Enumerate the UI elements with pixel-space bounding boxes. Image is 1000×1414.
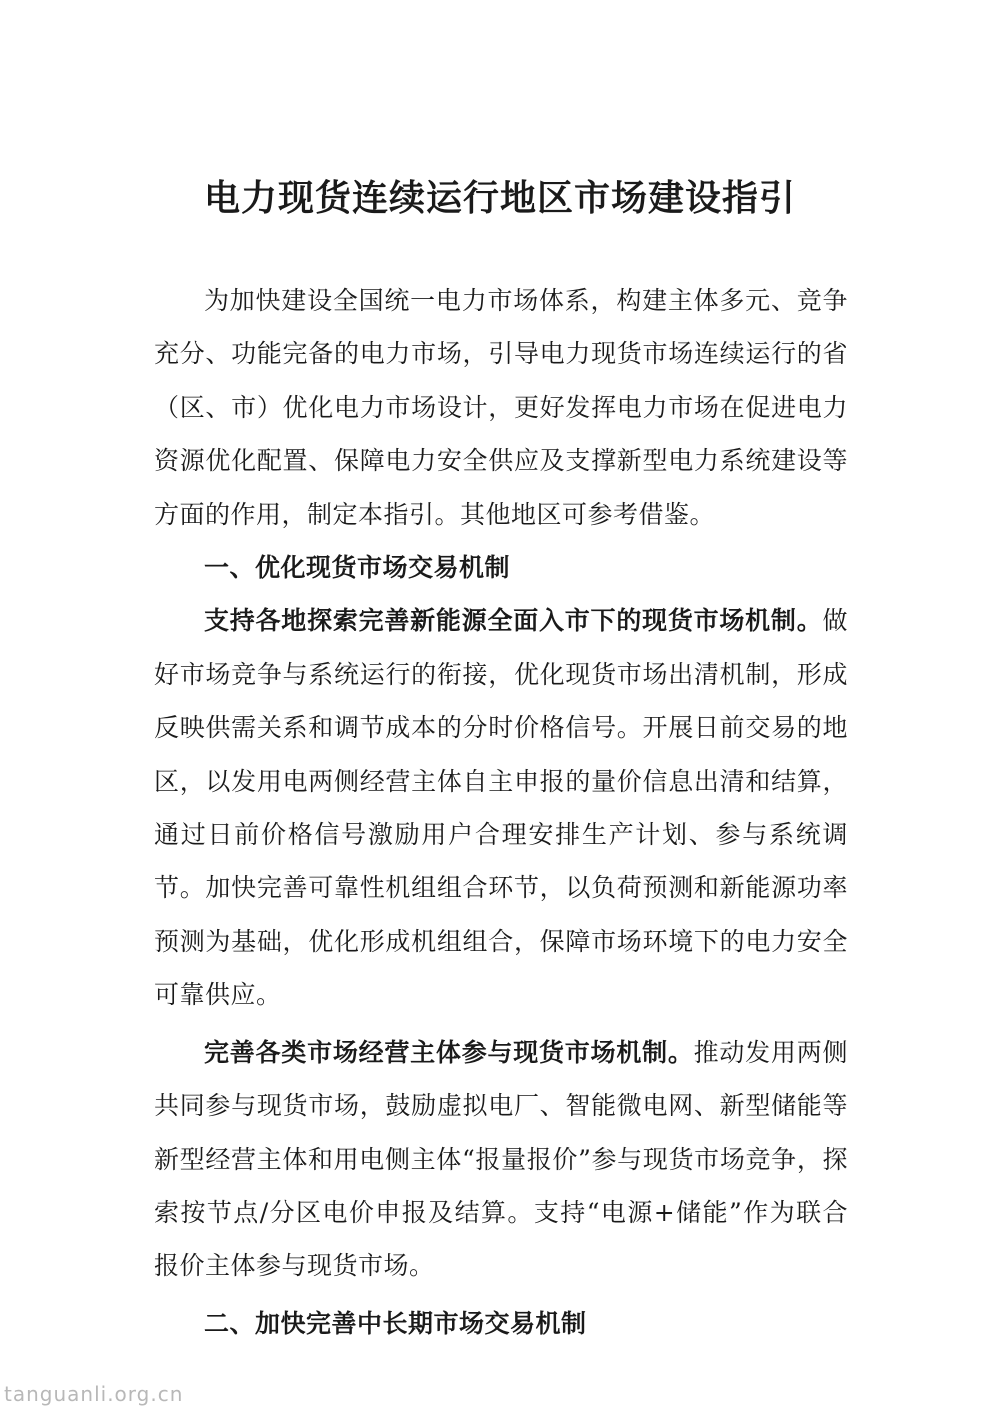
paragraph-lead-text: 支持各地探索完善新能源全面入市下的现货市场机制。 [204, 606, 823, 636]
document-body [154, 274, 848, 1350]
site-watermark: tanguanli.org.cn [4, 1382, 184, 1406]
section1-paragraph-1 [154, 594, 848, 1021]
paragraph-lead-text: 完善各类市场经营主体参与现货市场机制。 [204, 1037, 694, 1067]
section-heading-2: 二、加快完善中长期市场交易机制 [204, 1308, 587, 1338]
section-heading-1: 一、优化现货市场交易机制 [204, 553, 511, 583]
paragraph-body-text: 做好市场竞争与系统运行的衔接，优化现货市场出清机制，形成反映供需关系和调节成本的分时价格信号。开展日前交易的地区，以发用电两侧经营主体自主申报的量价信息出清和结算，通过日前价格信号激励用户合理安排生产计划、参与系统调节。加快完善可靠性机组组合环节，以负荷预测和新能源功率预测为基础，优化形成机组组合，保障市场环境下的电力安全可靠供应。 [154, 606, 848, 1010]
paragraph-body-text: 推动发用两侧共同参与现货市场，鼓励虚拟电厂、智能微电网、新型储能等新型经营主体和用电侧主体“报量报价”参与现货市场竞争，探索按节点/分区电价申报及结算。支持“电源+储能”作为联合报价主体参与现货市场。 [154, 1037, 848, 1281]
intro-paragraph: 为加快建设全国统一电力市场体系，构建主体多元、竞争充分、功能完备的电力市场，引导电力现货市场连续运行的省（区、市）优化电力市场设计，更好发挥电力市场在促进电力资源优化配置、保障电力安全供应及支撑新型电力系统建设等方面的作用，制定本指引。其他地区可参考借鉴。 [154, 286, 848, 529]
section1-paragraph-2 [154, 1026, 848, 1293]
document-title: 电力现货连续运行地区市场建设指引 [203, 177, 796, 219]
